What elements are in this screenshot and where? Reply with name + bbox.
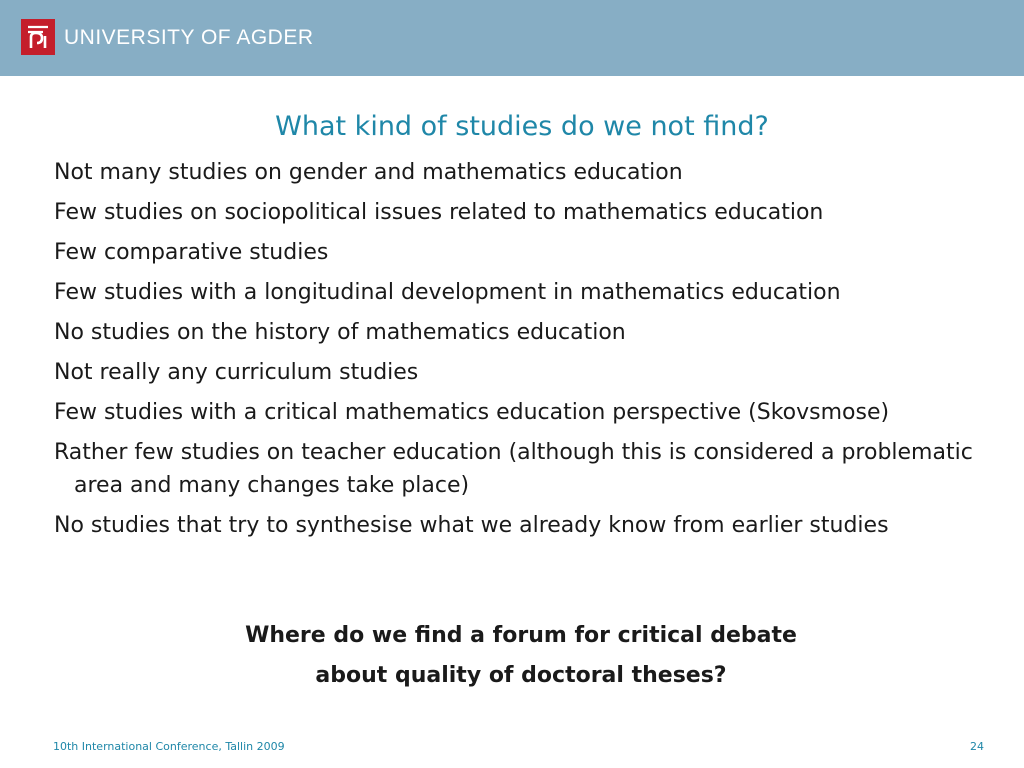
- list-item: Few studies with a critical mathematics education perspective (Skovsmose): [54, 400, 890, 425]
- list-item: Few comparative studies: [54, 240, 329, 265]
- closing-line: Where do we find a forum for critical debate: [245, 623, 797, 648]
- list-item: Not many studies on gender and mathematics education: [54, 160, 683, 185]
- list-item: No studies that try to synthesise what we already know from earlier studies: [54, 513, 889, 538]
- university-seal-icon: [21, 19, 55, 55]
- university-name: UNIVERSITY OF AGDER: [64, 26, 314, 49]
- slide-title: What kind of studies do we not find?: [275, 111, 769, 142]
- list-item: Rather few studies on teacher education (although this is considered a problematic area and many changes take place): [54, 440, 973, 498]
- list-item: Few studies with a longitudinal development in mathematics education: [54, 280, 841, 305]
- closing-question: [0, 616, 1024, 696]
- list-item: Not really any curriculum studies: [54, 360, 419, 385]
- list-item: No studies on the history of mathematics education: [54, 320, 626, 345]
- header-band: [0, 0, 1024, 76]
- bullet-list: [54, 156, 989, 549]
- footer-conference: 10th International Conference, Tallin 2009: [53, 740, 285, 753]
- list-item: Few studies on sociopolitical issues related to mathematics education: [54, 200, 824, 225]
- page-number: 24: [970, 740, 984, 753]
- closing-line: about quality of doctoral theses?: [315, 663, 727, 688]
